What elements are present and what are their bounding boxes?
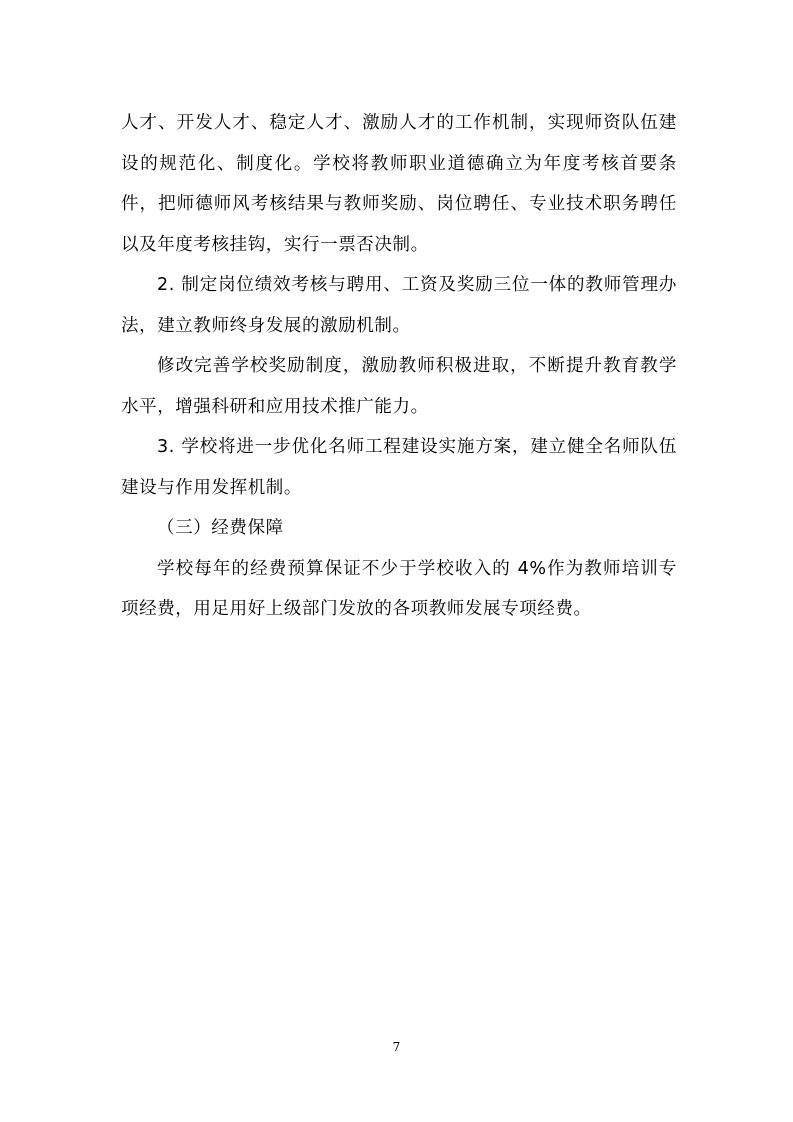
paragraph-item-2: 2. 制定岗位绩效考核与聘用、工资及奖励三位一体的教师管理办法，建立教师终身发展的激励机制。 — [121, 275, 677, 336]
document-body — [121, 103, 677, 630]
paragraph-teacher-mechanism: 人才、开发人才、稳定人才、激励人才的工作机制，实现师资队伍建设的规范化、制度化。学校将教师职业道德确立为年度考核首要条件，把师德师风考核结果与教师奖励、岗位聘任、专业技术职务聘任以及年度考核挂钩，实行一票否决制。 — [121, 113, 677, 255]
paragraph-reward-system: 修改完善学校奖励制度，激励教师积极进取，不断提升教育教学水平，增强科研和应用技术推广能力。 — [121, 356, 677, 417]
paragraph-funding: 学校每年的经费预算保证不少于学校收入的 4%作为教师培训专项经费，用足用好上级部门发放的各项教师发展专项经费。 — [121, 558, 677, 619]
section-heading-funding: （三）经费保障 — [157, 518, 284, 538]
paragraph-item-3: 3. 学校将进一步优化名师工程建设实施方案，建立健全名师队伍建设与作用发挥机制。 — [121, 437, 677, 498]
page-number: 7 — [392, 1040, 401, 1054]
